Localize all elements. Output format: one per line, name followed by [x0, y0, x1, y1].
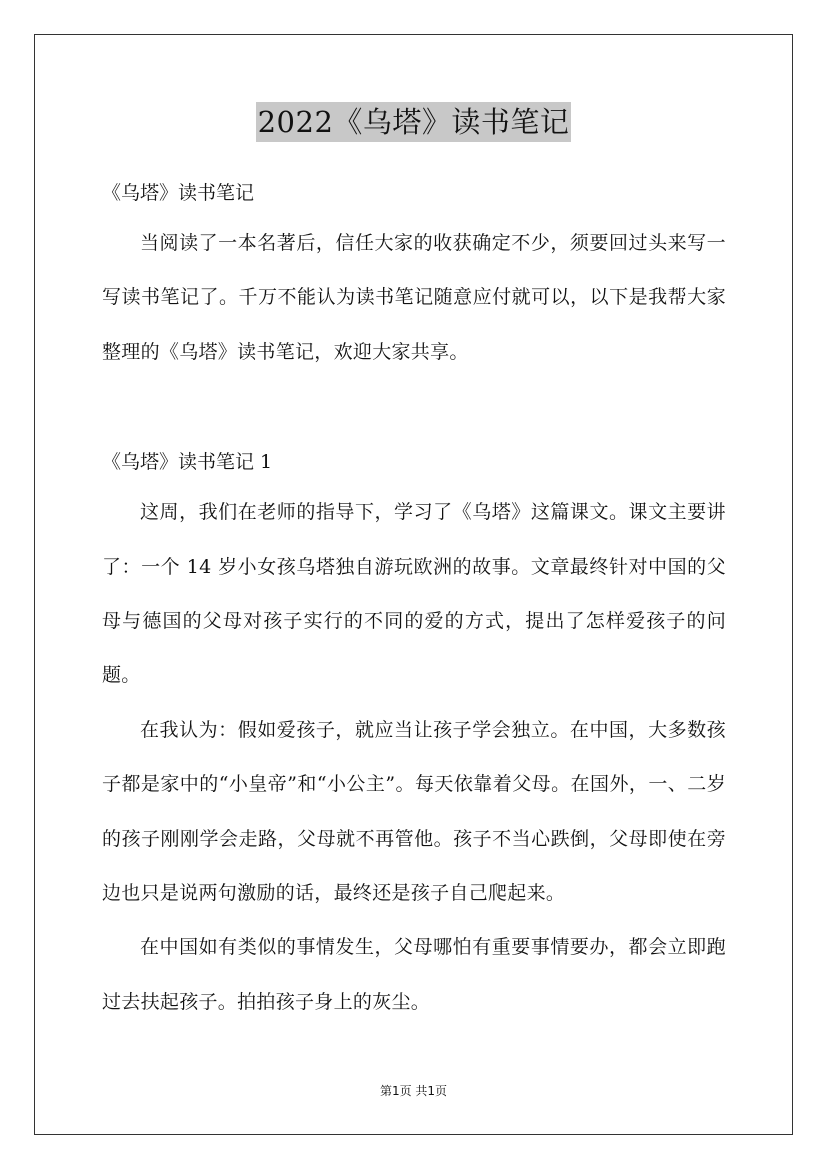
title-container: [0, 102, 827, 142]
section1-heading: 《乌塔》读书笔记 1: [102, 451, 273, 474]
section1-paragraph: 在中国如有类似的事情发生，父母哪怕有重要事情要办，都会立即跑过去扶起孩子。拍拍孩子身上的灰尘。: [102, 936, 726, 1013]
intro-paragraph: 当阅读了一本名著后，信任大家的收获确定不少，须要回过头来写一写读书笔记了。千万不能认为读书笔记随意应付就可以，以下是我帮大家整理的《乌塔》读书笔记，欢迎大家共享。: [102, 232, 726, 363]
section1-paragraph: 在我认为：假如爱孩子，就应当让孩子学会独立。在中国，大多数孩子都是家中的“小皇帝”和“小公主”。每天依靠着父母。在国外，一、二岁的孩子刚刚学会走路，父母就不再管他。孩子不当心跌倒，父母即使在旁边也只是说两句激励的话，最终还是孩子自己爬起来。: [102, 718, 726, 905]
document-title: 2022《乌塔》读书笔记: [256, 102, 572, 142]
section-gap: [102, 379, 726, 439]
page-footer: [0, 1083, 827, 1099]
page-number: 第1页 共1页: [379, 1084, 448, 1098]
document-subtitle: 《乌塔》读书笔记: [102, 182, 255, 204]
document-body: [102, 170, 726, 1029]
section1-paragraph: 这周，我们在老师的指导下，学习了《乌塔》这篇课文。课文主要讲了：一个 14 岁小女孩乌塔独自游玩欧洲的故事。文章最终针对中国的父母与德国的父母对孩子实行的不同的爱的方式，提出了怎样爱孩子的问题。: [102, 501, 726, 687]
